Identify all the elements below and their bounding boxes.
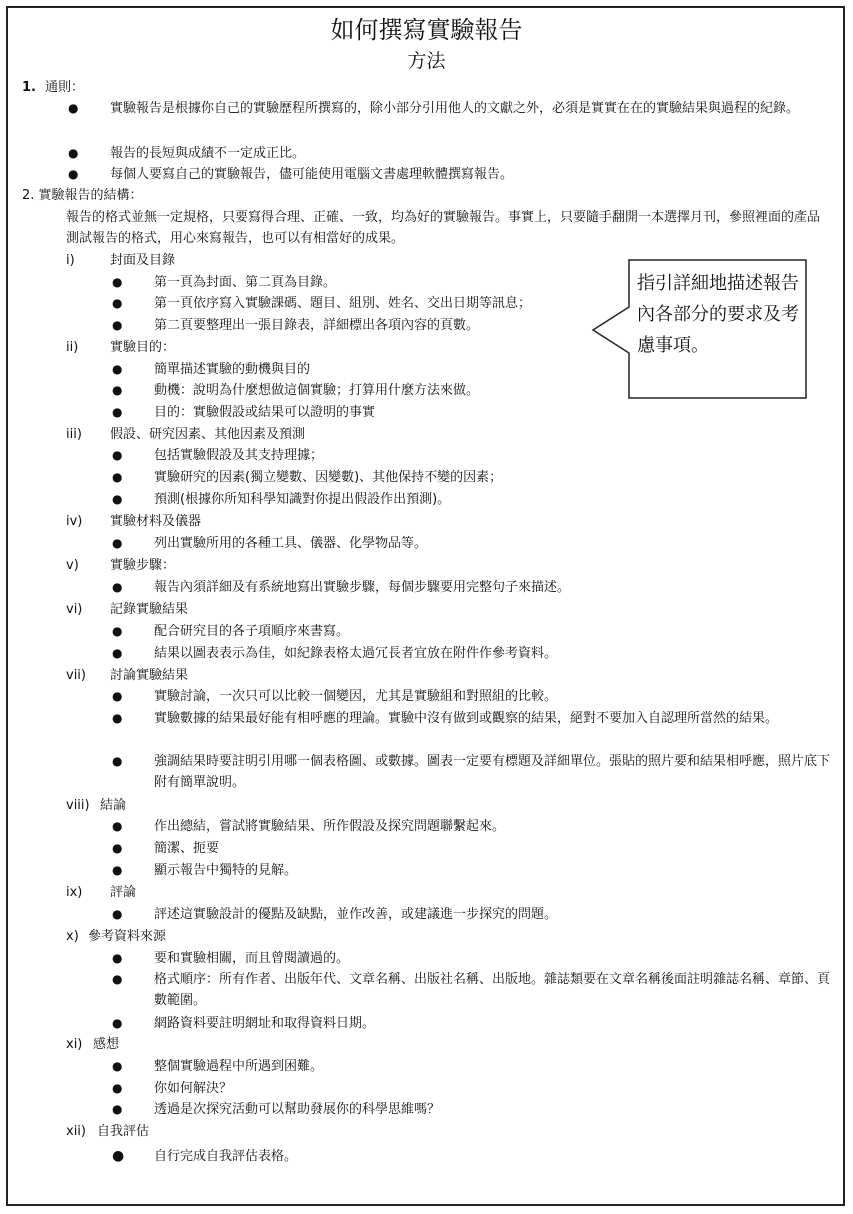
- list-item: 包括實驗假設及其支持理據；: [154, 448, 324, 463]
- list-item: 每個人要寫自己的實驗報告，儘可能使用電腦文書處理軟體撰寫報告。: [110, 167, 514, 182]
- bullet-icon: ●: [112, 1016, 123, 1030]
- list-item: 整個實驗過程中所遇到困難。: [154, 1059, 324, 1074]
- list-item: 評述這實驗設計的優點及缺點，並作改善，或建議進一步探究的問題。: [154, 907, 558, 922]
- list-item: 實驗討論，一次只可以比較一個變因，尤其是實驗組和對照組的比較。: [154, 689, 558, 704]
- bullet-icon: ●: [112, 841, 123, 855]
- list-item: 預測(根據你所知科學知識對你提出假設作出預測)。: [154, 492, 451, 507]
- list-item: 你如何解決？: [154, 1081, 233, 1096]
- bullet-icon: ●: [68, 167, 79, 181]
- section-1-number: 1.: [22, 80, 36, 95]
- section-2-heading: 2. 實驗報告的結構：: [22, 188, 143, 203]
- subsection-number: iii): [66, 427, 82, 442]
- subsection-title: 實驗目的：: [110, 340, 176, 355]
- subsection-number: ii): [66, 340, 79, 355]
- section-1-heading: 通則：: [45, 80, 85, 95]
- list-item: 列出實驗所用的各種工具、儀器、化學物品等。: [154, 536, 428, 551]
- bullet-icon: ●: [112, 1102, 123, 1116]
- subsection-number: i): [66, 253, 75, 268]
- bullet-icon: ●: [112, 1148, 125, 1164]
- bullet-icon: ●: [112, 383, 123, 397]
- list-item: 報告內須詳細及有系統地寫出實驗步驟，每個步驟要用完整句子來描述。: [154, 580, 571, 595]
- bullet-icon: ●: [112, 972, 123, 986]
- page-title: 如何撰寫實驗報告: [330, 16, 523, 44]
- subsection-title: 討論實驗結果: [110, 668, 189, 683]
- subsection-number: xii): [66, 1124, 86, 1139]
- section-2-intro: 報告的格式並無一定規格，只要寫得合理、正確、一致，均為好的實驗報告。事實上，只要隨手翻開一本選擇月刊，參照裡面的產品測試報告的格式，用心來寫報告，也可以有相當好的成果。: [66, 210, 821, 246]
- bullet-icon: ●: [112, 275, 123, 289]
- subsection-title: 參考資料來源: [88, 929, 167, 944]
- list-item: 第二頁要整理出一張目錄表，詳細標出各項內容的頁數。: [154, 318, 480, 333]
- list-item: 配合研究目的各子項順序來書寫。: [154, 624, 350, 639]
- list-item: 網路資料要註明網址和取得資料日期。: [154, 1016, 376, 1031]
- bullet-icon: ●: [112, 711, 123, 725]
- bullet-icon: ●: [112, 689, 123, 703]
- subsection-number: xi): [66, 1037, 83, 1052]
- bullet-icon: ●: [112, 405, 123, 419]
- list-item: 報告的長短與成績不一定成正比。: [110, 146, 306, 161]
- subsection-title: 自我評估: [97, 1124, 150, 1139]
- list-item: 簡潔、扼要: [154, 841, 220, 856]
- subsection-title: 實驗材料及儀器: [110, 514, 202, 529]
- bullet-icon: ●: [112, 1081, 123, 1095]
- bullet-icon: ●: [112, 907, 123, 921]
- bullet-icon: ●: [68, 146, 79, 160]
- subsection-number: viii): [66, 798, 90, 813]
- bullet-icon: ●: [68, 101, 79, 115]
- list-item: 顯示報告中獨特的見解。: [154, 863, 298, 878]
- subsection-number: vii): [66, 668, 86, 683]
- bullet-icon: ●: [112, 536, 123, 550]
- subsection-number: ix): [66, 885, 83, 900]
- list-item: 作出總結，嘗試將實驗結果、所作假設及探究問題聯繫起來。: [154, 819, 506, 834]
- callout-text: 指引詳細地描述報告內各部分的要求及考慮事項。: [637, 273, 799, 356]
- subsection-title: 假設、研究因素、其他因素及預測: [110, 427, 306, 442]
- page-subtitle: 方法: [407, 50, 446, 72]
- bullet-icon: ●: [112, 819, 123, 833]
- subsection-title: 評論: [110, 885, 137, 900]
- bullet-icon: ●: [112, 470, 123, 484]
- list-item: 目的：實驗假設或結果可以證明的事實: [154, 405, 376, 420]
- bullet-icon: ●: [112, 863, 123, 877]
- callout-box: [585, 258, 808, 400]
- list-item: 格式順序：所有作者、出版年代、文章名稱、出版社名稱、出版地。雜誌類要在文章名稱後面註明雜誌名稱、章節、頁數範圍。: [154, 972, 831, 1008]
- subsection-title: 結論: [100, 798, 127, 813]
- bullet-icon: ●: [112, 1059, 123, 1073]
- list-item: 自行完成自我評估表格。: [154, 1149, 298, 1164]
- list-item: 實驗報告是根據你自己的實驗歷程所撰寫的，除小部分引用他人的文獻之外，必須是實實在在的實驗結果與過程的紀錄。: [110, 101, 800, 116]
- bullet-icon: ●: [112, 362, 123, 376]
- list-item: 第一頁依序寫入實驗課碼、題目、組別、姓名、交出日期等訊息；: [154, 296, 532, 311]
- bullet-icon: ●: [112, 646, 123, 660]
- subsection-title: 記錄實驗結果: [110, 602, 189, 617]
- bullet-icon: ●: [112, 624, 123, 638]
- subsection-number: vi): [66, 602, 83, 617]
- bullet-icon: ●: [112, 296, 123, 310]
- subsection-number: iv): [66, 514, 83, 529]
- bullet-icon: ●: [112, 754, 123, 768]
- bullet-icon: ●: [112, 318, 123, 332]
- bullet-icon: ●: [112, 951, 123, 965]
- list-item: 實驗數據的結果最好能有相呼應的理論。實驗中沒有做到或觀察的結果，絕對不要加入自認理所當然的結果。: [154, 711, 779, 726]
- list-item: 要和實驗相關，而且曾閱讀過的。: [154, 951, 350, 966]
- list-item: 動機：說明為什麼想做這個實驗；打算用什麼方法來做。: [154, 383, 480, 398]
- list-item: 簡單描述實驗的動機與目的: [154, 362, 311, 377]
- subsection-title: 實驗步驟：: [110, 558, 176, 573]
- subsection-number: v): [66, 558, 79, 573]
- list-item: 第一頁為封面、第二頁為目錄。: [154, 275, 337, 290]
- subsection-title: 感想: [93, 1037, 120, 1052]
- bullet-icon: ●: [112, 448, 123, 462]
- list-item: 透過是次探究活動可以幫助發展你的科學思維嗎？: [154, 1102, 441, 1117]
- list-item: 強調結果時要註明引用哪一個表格圖、或數據。圖表一定要有標題及詳細單位。張貼的照片要和結果相呼應，照片底下附有簡單說明。: [154, 754, 831, 790]
- list-item: 結果以圖表表示為佳，如紀錄表格太過冗長者宜放在附件作參考資料。: [154, 646, 558, 661]
- bullet-icon: ●: [112, 580, 123, 594]
- list-item: 實驗研究的因素(獨立變數、因變數)、其他保持不變的因素；: [154, 470, 503, 485]
- subsection-title: 封面及目錄: [110, 253, 176, 268]
- bullet-icon: ●: [112, 492, 123, 506]
- subsection-number: x): [66, 929, 79, 944]
